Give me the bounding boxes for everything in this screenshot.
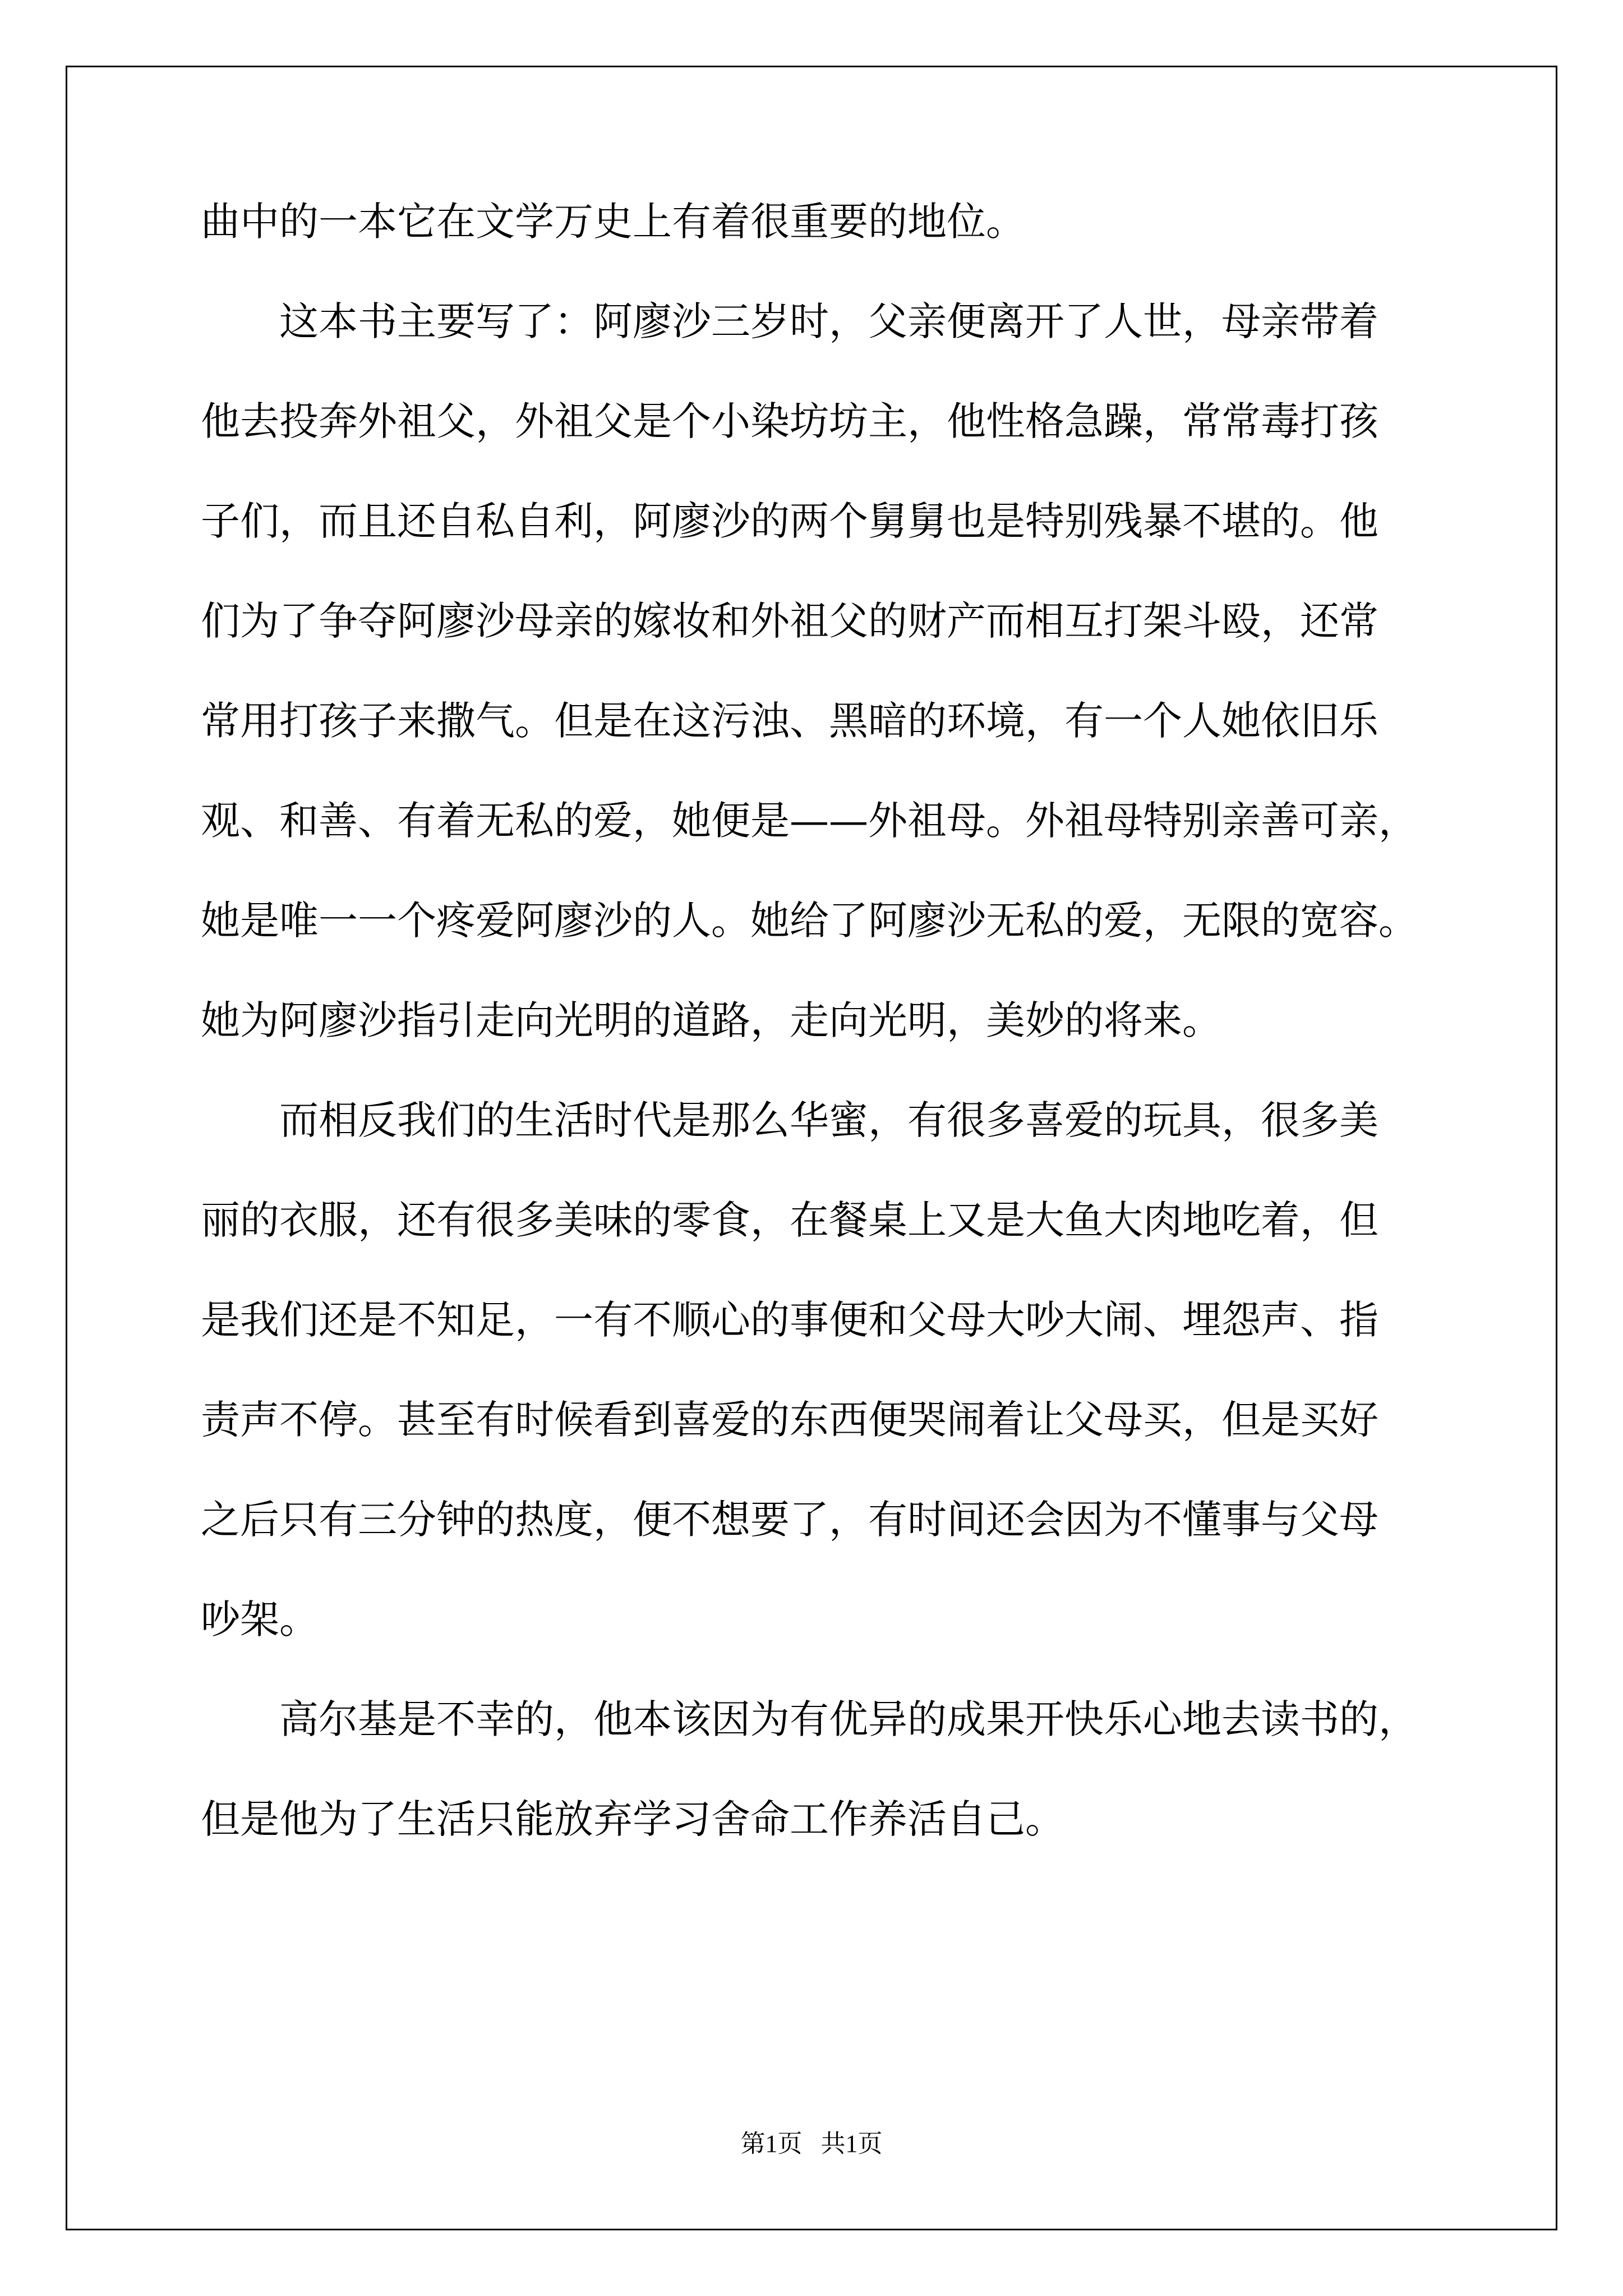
text-line: 子们，而且还自私自利，阿廖沙的两个舅舅也是特别残暴不堪的。他 bbox=[201, 498, 1378, 544]
page-total: 共1页 bbox=[820, 2130, 883, 2157]
text-line: 她为阿廖沙指引走向光明的道路，走向光明，美妙的将来。 bbox=[201, 997, 1221, 1043]
text-line: 但是他为了生活只能放弃学习舍命工作养活自己。 bbox=[201, 1796, 1064, 1842]
text-line: 这本书主要写了：阿廖沙三岁时，父亲便离开了人世，母亲带着 bbox=[279, 298, 1378, 344]
page-border bbox=[66, 66, 1557, 2230]
text-line: 他去投奔外祖父，外祖父是个小染坊坊主，他性格急躁，常常毒打孩 bbox=[201, 398, 1378, 444]
page-number: 第1页 bbox=[740, 2130, 803, 2157]
text-line: 吵架。 bbox=[201, 1596, 319, 1642]
page-footer bbox=[0, 2132, 1623, 2156]
text-line: 们为了争夺阿廖沙母亲的嫁妆和外祖父的财产而相互打架斗殴，还常 bbox=[201, 598, 1378, 644]
text-line: 高尔基是不幸的，他本该因为有优异的成果开快乐心地去读书的， bbox=[279, 1696, 1418, 1742]
text-line: 责声不停。甚至有时候看到喜爱的东西便哭闹着让父母买，但是买好 bbox=[201, 1397, 1378, 1443]
text-line: 之后只有三分钟的热度，便不想要了，有时间还会因为不懂事与父母 bbox=[201, 1497, 1378, 1543]
text-line: 是我们还是不知足，一有不顺心的事便和父母大吵大闹、埋怨声、指 bbox=[201, 1297, 1378, 1343]
text-line: 曲中的一本它在文学万史上有着很重要的地位。 bbox=[201, 199, 1025, 245]
text-line: 她是唯一一个疼爱阿廖沙的人。她给了阿廖沙无私的爱，无限的宽容。 bbox=[201, 898, 1418, 944]
text-line: 而相反我们的生活时代是那么华蜜，有很多喜爱的玩具，很多美 bbox=[279, 1097, 1378, 1143]
text-line: 常用打孩子来撒气。但是在这污浊、黑暗的环境，有一个人她依旧乐 bbox=[201, 698, 1378, 744]
text-line: 观、和善、有着无私的爱，她便是——外祖母。外祖母特别亲善可亲， bbox=[201, 798, 1418, 844]
text-line: 丽的衣服，还有很多美味的零食，在餐桌上又是大鱼大肉地吃着，但 bbox=[201, 1197, 1378, 1243]
